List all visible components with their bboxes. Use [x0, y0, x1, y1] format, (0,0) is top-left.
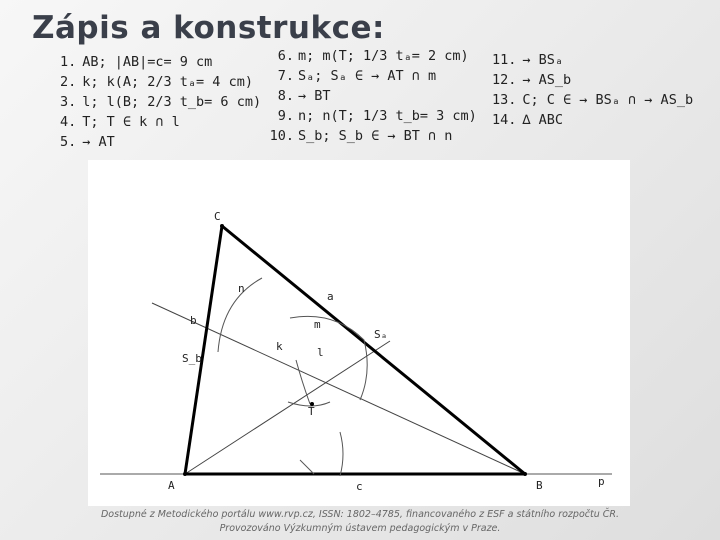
step-text: → BT [298, 88, 331, 104]
label-b: B [536, 479, 543, 492]
step-text: T; T ∈ k ∩ l [82, 114, 180, 130]
step-item [60, 92, 261, 112]
step-number: 7. [277, 68, 294, 84]
point-c [220, 224, 224, 228]
step-number: 13. [492, 92, 517, 108]
step-text: m; m(T; 1/3 tₐ= 2 cm) [298, 48, 469, 64]
label-line-p: p [598, 475, 605, 488]
construction-steps-column-2 [266, 46, 477, 146]
step-number: 2. [60, 74, 77, 90]
label-point-sa: Sₐ [374, 328, 388, 341]
step-item [266, 106, 477, 126]
step-text: → AT [82, 134, 115, 150]
label-circle-l: l [317, 346, 324, 359]
step-number: 6. [277, 48, 294, 64]
step-item [266, 86, 477, 106]
side-b [185, 226, 222, 474]
arc-c-mark [300, 460, 314, 474]
label-circle-m: m [314, 318, 321, 331]
step-text: AB; |AB|=c= 9 cm [82, 54, 213, 70]
footer-line-1: Dostupné z Metodického portálu www.rvp.cz, ISSN: 1802–4785, financovaného z ESF a státního rozpočtu ČR. [100, 509, 620, 520]
label-t: T [308, 405, 315, 418]
step-item [492, 70, 693, 90]
step-text: n; n(T; 1/3 t_b= 3 cm) [298, 108, 477, 124]
construction-drawing [88, 160, 630, 506]
step-item [266, 66, 477, 86]
step-text: S_b; S_b ∈ → BT ∩ n [298, 128, 453, 144]
construction-steps-column-3 [492, 50, 693, 130]
label-point-sb: S_b [182, 352, 202, 365]
label-side-c: c [356, 480, 363, 493]
step-item [60, 112, 261, 132]
construction-steps-column-1 [60, 52, 261, 152]
step-number: 14. [492, 112, 517, 128]
step-number: 1. [60, 54, 77, 70]
arc-m [290, 316, 367, 400]
page-title: Zápis a konstrukce: [32, 10, 385, 46]
step-item [492, 90, 693, 110]
label-c: C [214, 210, 221, 223]
step-item [492, 110, 693, 130]
side-a [222, 226, 525, 474]
footer-line-2: Provozováno Výzkumným ústavem pedagogickým v Praze. [219, 523, 501, 534]
step-number: 12. [492, 72, 517, 88]
step-text: k; k(A; 2/3 tₐ= 4 cm) [82, 74, 253, 90]
label-a: A [168, 479, 175, 492]
label-side-a: a [327, 290, 334, 303]
step-item [60, 72, 261, 92]
step-number: 4. [60, 114, 77, 130]
step-text: C; C ∈ → BSₐ ∩ → AS_b [522, 92, 694, 108]
step-text: → AS_b [522, 72, 572, 88]
step-item [60, 52, 261, 72]
step-text: ∆ ABC [522, 112, 564, 128]
step-number: 5. [60, 134, 77, 150]
point-b [523, 472, 527, 476]
point-a [183, 472, 187, 476]
step-number: 11. [492, 52, 517, 68]
construction-diagram [88, 160, 630, 506]
step-item [266, 126, 477, 146]
step-number: 3. [60, 94, 77, 110]
step-number: 10. [269, 128, 294, 144]
ray-a-sa [185, 341, 390, 474]
step-number: 9. [277, 108, 294, 124]
footer-note [0, 508, 720, 536]
step-text: → BSₐ [522, 52, 564, 68]
step-text: l; l(B; 2/3 t_b= 6 cm) [82, 94, 262, 110]
arc-c-mark-2 [340, 432, 343, 476]
step-number: 8. [277, 88, 294, 104]
step-item [266, 46, 477, 66]
label-side-b: b [190, 314, 197, 327]
step-item [60, 132, 261, 152]
step-text: Sₐ; Sₐ ∈ → AT ∩ m [298, 68, 437, 84]
label-circle-k: k [276, 340, 283, 353]
label-circle-n: n [238, 282, 245, 295]
step-item [492, 50, 693, 70]
